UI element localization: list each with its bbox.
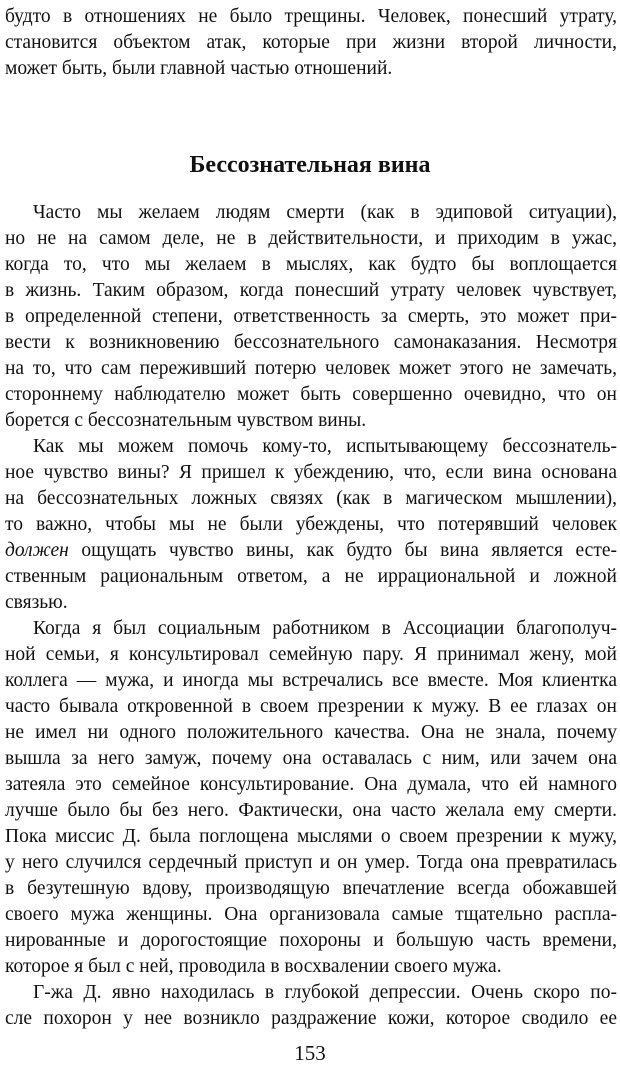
text-line: может быть, были главной частью отношений. xyxy=(5,58,393,79)
page-number: 153 xyxy=(294,1041,326,1065)
text-line: ной семьи, я консультировал семейную пару. Я принимал жену, мой xyxy=(5,644,617,665)
text-line: то важно, чтобы мы не были убеждены, что потерявший человек xyxy=(5,514,617,535)
text-line: становится объектом атак, которые при жизни второй личности, xyxy=(5,32,617,53)
text-line: связью. xyxy=(5,592,68,613)
text-line: сле похорон у нее возникло раздражение кожи, которое сводило ее xyxy=(5,1008,617,1029)
text-line: Когда я был социальным работником в Ассоциации благополуч- xyxy=(33,618,617,639)
text-line: лучше было бы без него. Фактически, она часто желала ему смерти. xyxy=(5,800,617,821)
text-line: ственным рациональным ответом, а не иррациональной и ложной xyxy=(5,566,617,587)
text-line: которое я был с ней, проводила в восхвалении своего мужа. xyxy=(5,956,502,977)
text-line: Пока миссис Д. была поглощена мыслями о своем презрении к мужу, xyxy=(5,826,617,847)
text-line: часто бывала откровенной в своем презрении к мужу. В ее глазах он xyxy=(5,696,617,717)
text-line: ное чувство вины? Я пришел к убеждению, что, если вина основана xyxy=(5,462,617,483)
text-line: у него случился сердечный приступ и он умер. Тогда она превратилась xyxy=(5,852,617,873)
text-line: нированные и дорогостоящие похороны и большую часть времени, xyxy=(5,930,617,951)
text-line: стороннему наблюдателю может быть совершенно очевидно, что он xyxy=(5,384,617,405)
text-line: Часто мы желаем людям смерти (как в эдиповой ситуации), xyxy=(33,202,617,223)
text-line: вышла за него замуж, почему она оставалась с ним, или зачем она xyxy=(5,748,617,769)
text-line: на то, что сам переживший потерю человек может этого не замечать, xyxy=(5,358,617,379)
text-line: в безутешную вдову, производящую впечатление всегда обожавшей xyxy=(5,878,617,899)
text-line: своего мужа женщины. Она организовала самые тщательно распла- xyxy=(5,904,617,925)
text-line-rest: ощущать чувство вины, как будто бы вина является есте- xyxy=(68,540,617,561)
text-line: Г-жа Д. явно находилась в глубокой депрессии. Очень скоро по- xyxy=(33,982,617,1003)
text-line: на бессознательных ложных связях (как в магическом мышлении), xyxy=(5,488,617,509)
text-line xyxy=(5,538,617,564)
text-line: когда то, что мы желаем в мыслях, как будто бы воплощается xyxy=(5,254,617,275)
text-line: вести к возникновению бессознательного самонаказания. Несмотря xyxy=(5,332,617,353)
text-line: не имел ни одного положительного качества. Она не знала, почему xyxy=(5,722,617,743)
text-line: но не на самом деле, не в действительности, и приходим в ужас, xyxy=(5,228,617,249)
text-line: борется с бессознательным чувством вины. xyxy=(5,410,367,431)
text-line: Как мы можем помочь кому-то, испытывающему бессознатель- xyxy=(33,436,617,457)
text-line: затеяла это семейное консультирование. Она думала, что ей намного xyxy=(5,774,617,795)
italic-word: должен xyxy=(5,540,69,561)
text-line: коллега — мужа, и иногда мы встречались все вместе. Моя клиентка xyxy=(5,670,617,691)
text-line: в жизнь. Таким образом, когда понесший утрату человек чувствует, xyxy=(5,280,617,301)
text-line: в определенной степени, ответственность за смерть, это может при- xyxy=(5,306,617,327)
section-heading: Бессознательная вина xyxy=(189,152,431,178)
text-line: будто в отношениях не было трещины. Человек, понесший утрату, xyxy=(5,6,617,27)
